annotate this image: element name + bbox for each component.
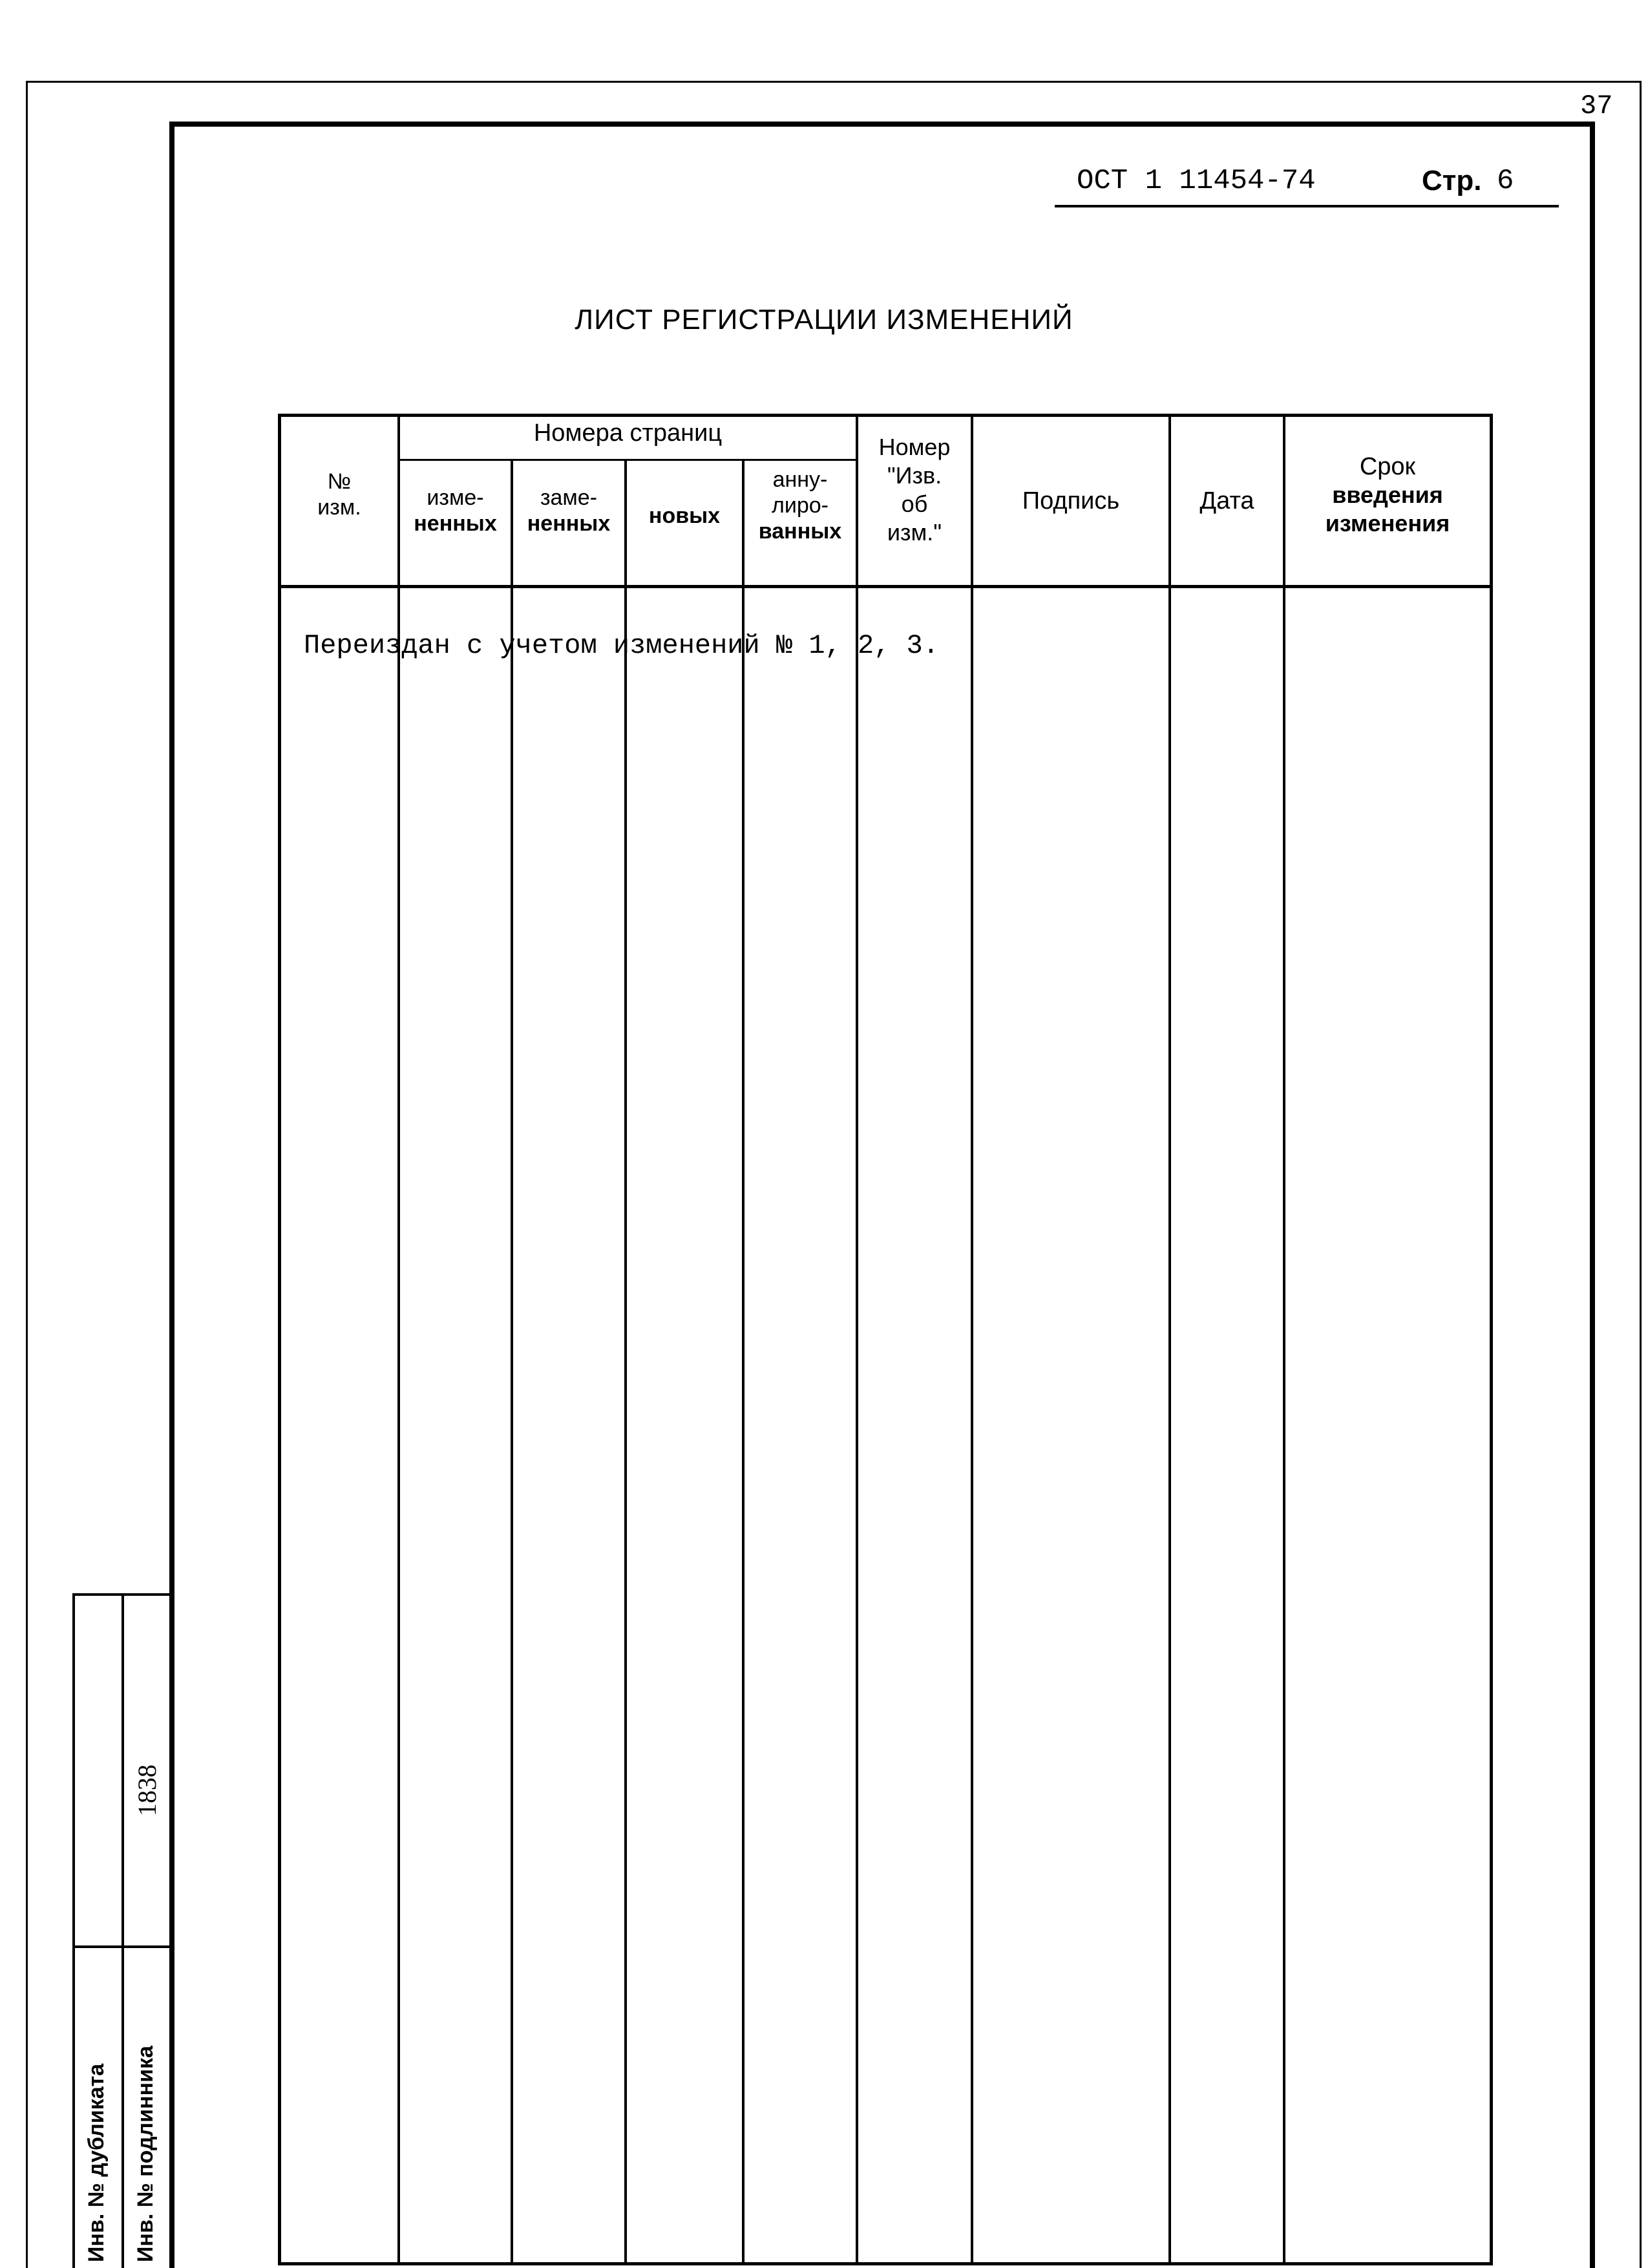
inner-frame-right <box>1590 122 1595 2268</box>
stamp-left-rule <box>72 1593 75 2268</box>
header-line: лиро- <box>772 493 829 518</box>
header-line: изм. <box>317 495 361 520</box>
header-line: заме- <box>540 485 598 510</box>
header-line: ненных <box>527 511 611 536</box>
document-code: ОСТ 1 11454-74 <box>1077 165 1316 197</box>
stamp-split-rule <box>72 1945 174 1948</box>
page-value: 6 <box>1497 165 1514 197</box>
header-new-pages <box>627 503 742 529</box>
group-header-page-numbers: Номера страниц <box>533 419 723 447</box>
col-sep-6 <box>971 414 973 2265</box>
header-line: ненных <box>414 511 497 536</box>
header-line: об <box>901 491 928 517</box>
col-sep-5 <box>856 414 858 2265</box>
header-rule <box>1055 205 1559 207</box>
sheet-title: ЛИСТ РЕГИСТРАЦИИ ИЗМЕНЕНИЙ <box>575 304 1073 335</box>
col-sep-3 <box>624 459 627 2265</box>
header-line: изм." <box>887 519 942 546</box>
table-border-bottom <box>278 2262 1493 2265</box>
header-signature <box>973 488 1168 514</box>
header-changed-pages <box>400 485 511 536</box>
table-border-top <box>278 414 1493 417</box>
header-date <box>1171 488 1283 514</box>
header-line: ванных <box>758 519 842 544</box>
col-sep-7 <box>1168 414 1171 2265</box>
outer-frame-top <box>26 81 1642 83</box>
reissue-note: Переиздан с учетом изменений № 1, 2, 3. <box>304 630 939 661</box>
table-header-rule <box>278 585 1493 588</box>
col-sep-1 <box>397 414 400 2265</box>
header-line: № <box>327 469 352 494</box>
page-label: Стр. <box>1422 165 1482 196</box>
header-line: Срок <box>1359 453 1416 480</box>
table-border-left <box>278 414 281 2265</box>
header-line: изме- <box>427 485 484 510</box>
header-line: "Изв. <box>887 462 942 489</box>
stamp-label-original: Инв. № подлинника <box>133 2046 158 2262</box>
inner-frame-top <box>169 122 1595 127</box>
corner-page-number: 37 <box>1580 90 1613 122</box>
col-sep-4 <box>742 459 745 2265</box>
header-line: Номер <box>878 434 951 460</box>
header-line: Дата <box>1199 487 1254 514</box>
group-header-rule <box>397 459 858 461</box>
header-line: новых <box>648 503 721 528</box>
outer-frame-right <box>1640 81 1642 2268</box>
header-notice-number <box>858 433 971 547</box>
header-replaced-pages <box>513 485 624 536</box>
stamp-original-value: 1838 <box>132 1765 162 1816</box>
col-sep-2 <box>511 459 513 2265</box>
stamp-mid-rule <box>121 1593 124 2268</box>
col-sep-8 <box>1283 414 1285 2265</box>
header-effective-term <box>1285 452 1490 538</box>
stamp-label-duplicate: Инв. № дубликата <box>84 2063 109 2262</box>
header-line: изменения <box>1325 510 1450 536</box>
header-line: Подпись <box>1022 487 1120 514</box>
header-line: анну- <box>772 467 828 492</box>
header-line: введения <box>1332 482 1443 508</box>
header-cancelled-pages <box>745 467 856 544</box>
table-border-right <box>1490 414 1493 2265</box>
outer-frame-left <box>26 81 28 2268</box>
header-change-number <box>281 469 397 520</box>
